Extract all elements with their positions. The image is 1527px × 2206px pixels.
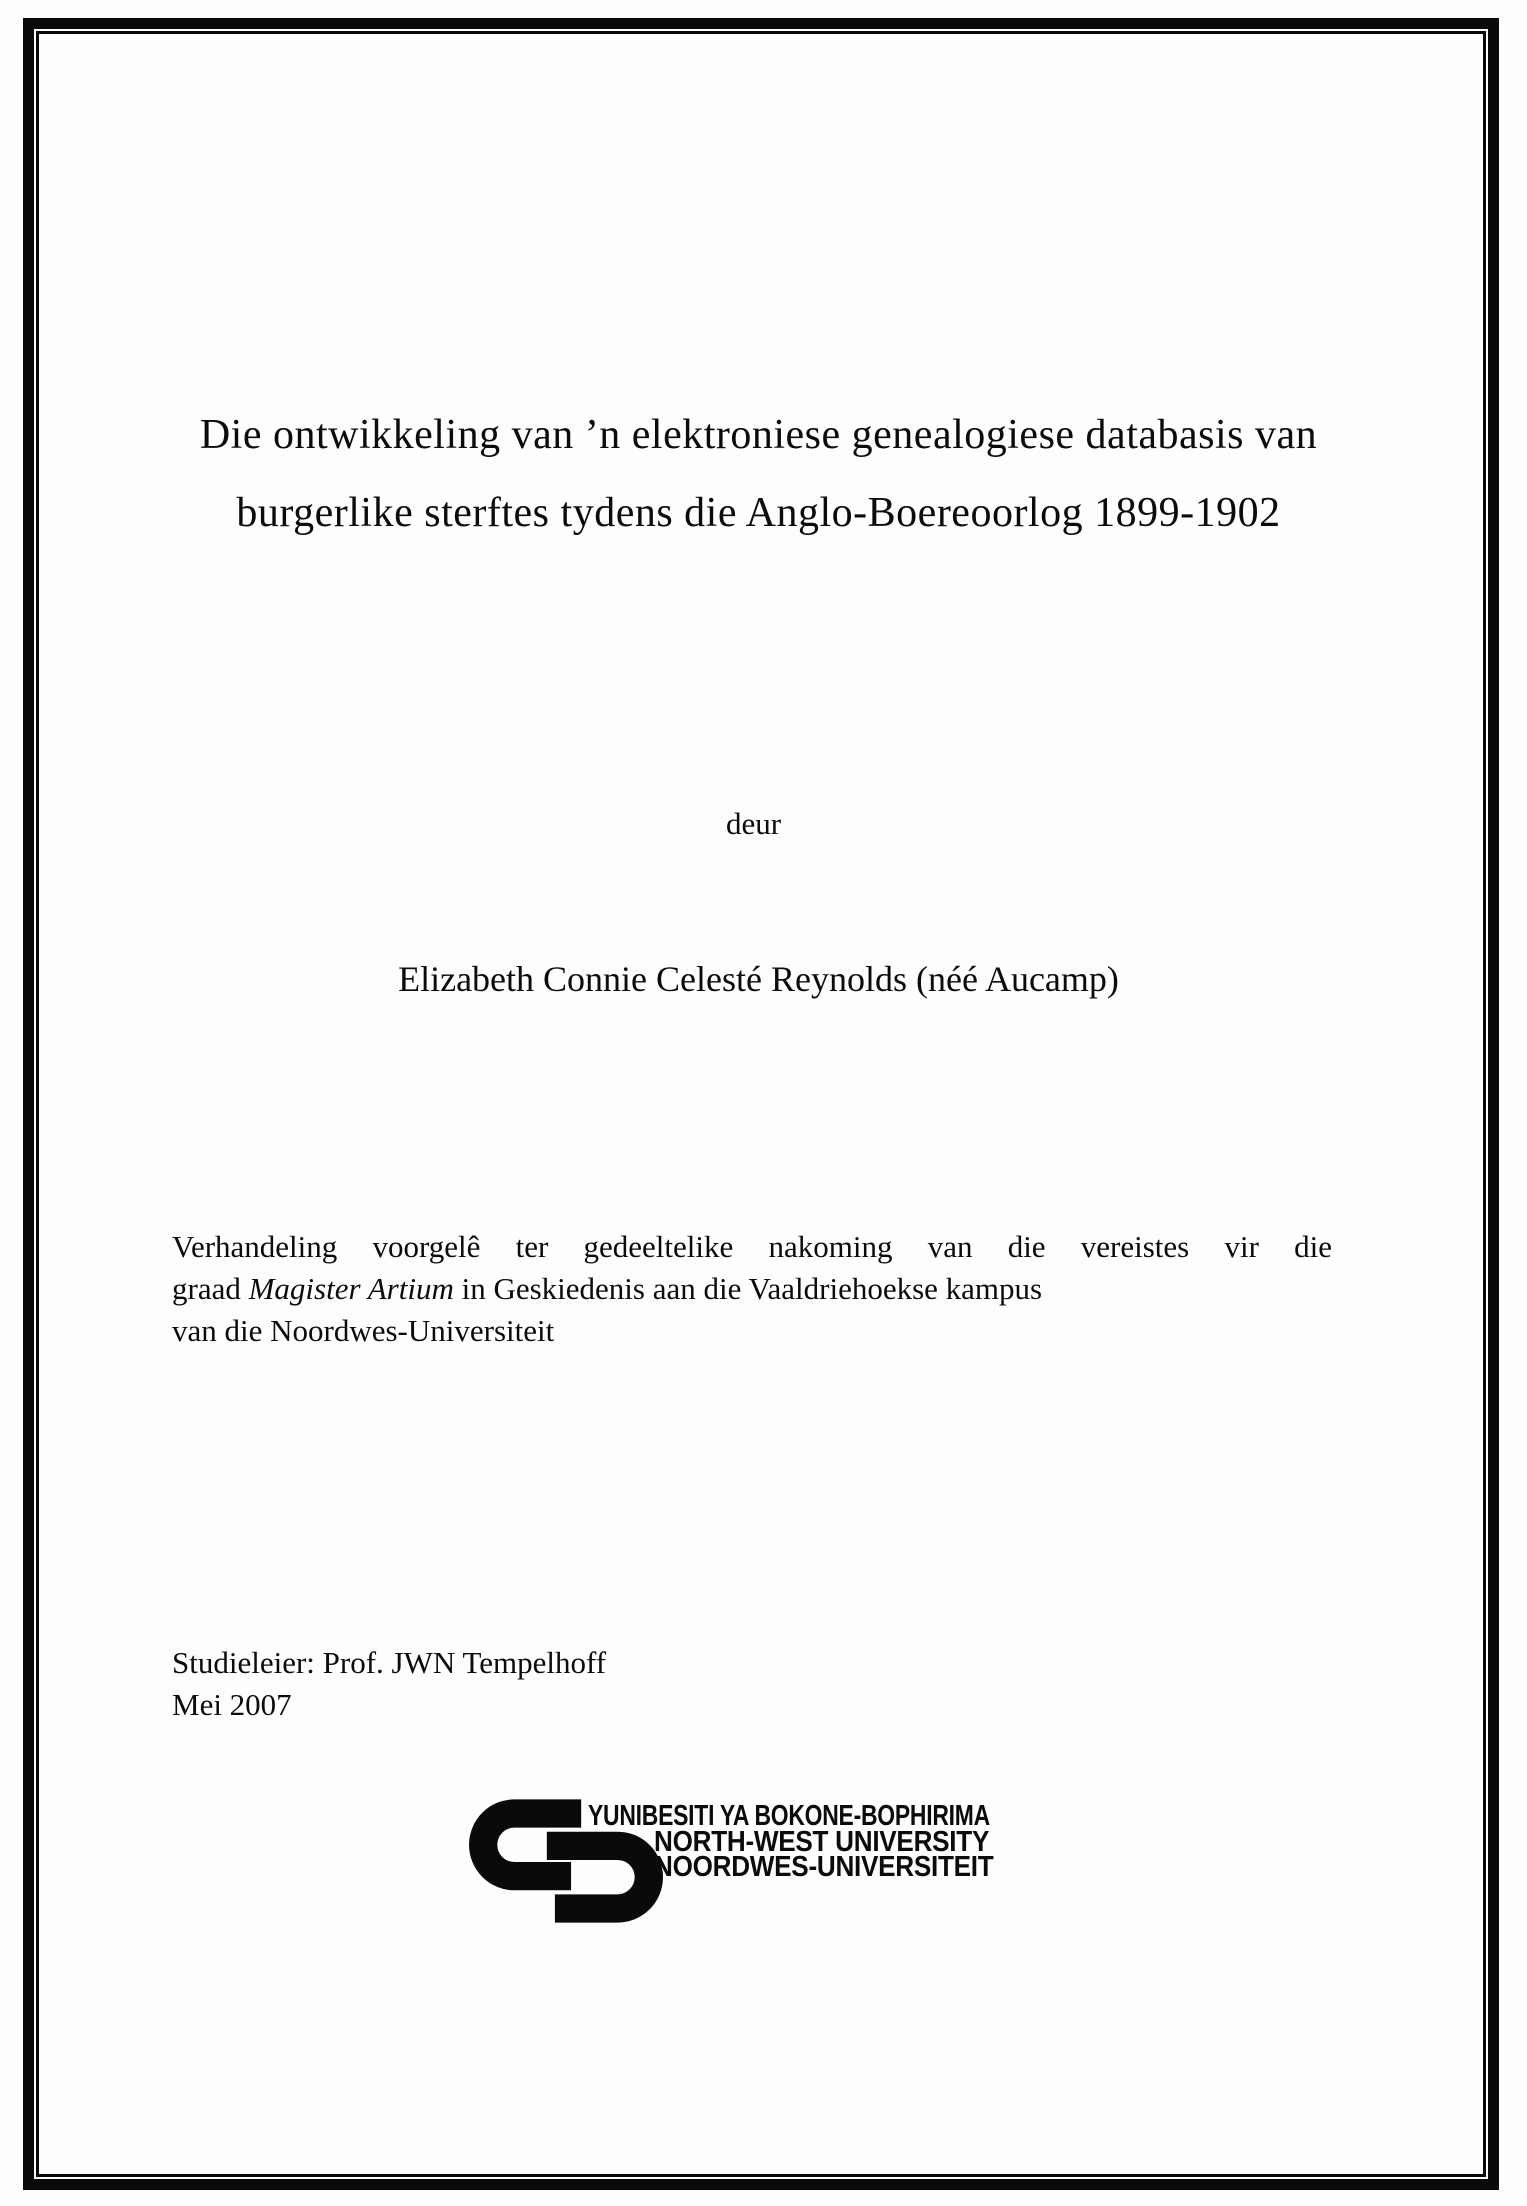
- supervisor-block: [172, 1642, 606, 1726]
- logo-text-setswana: YUNIBESITI YA BOKONE-BOPHIRIMA: [588, 1800, 990, 1832]
- author-name: Elizabeth Connie Celesté Reynolds (néé Aucamp): [398, 959, 1119, 999]
- statement-line2-suffix: in Geskiedenis aan die Vaaldriehoekse kampus: [453, 1271, 1043, 1306]
- thesis-statement-line2: [172, 1268, 1332, 1310]
- thesis-statement: [172, 1226, 1332, 1352]
- supervisor-line: Studieleier: Prof. JWN Tempelhoff: [172, 1645, 607, 1680]
- thesis-statement-line3: van die Noordwes-Universiteit: [172, 1313, 555, 1348]
- byline-label: deur: [725, 806, 782, 841]
- thesis-title: [100, 396, 1417, 552]
- thesis-title-line2: burgerlike sterftes tydens die Anglo-Boereoorlog 1899-1902: [236, 490, 1281, 536]
- date-line: Mei 2007: [172, 1687, 292, 1722]
- thesis-title-line1: Die ontwikkeling van ’n elektroniese genealogiese databasis van: [199, 412, 1318, 458]
- statement-line2-prefix: graad: [172, 1271, 249, 1306]
- logo-text-english: NORTH-WEST UNIVERSITY: [654, 1826, 990, 1858]
- logo-text-afrikaans: NOORDWES-UNIVERSITEIT: [654, 1851, 994, 1883]
- thesis-statement-line1: Verhandeling voorgelê ter gedeeltelike nakoming van die vereistes vir die: [172, 1229, 1332, 1264]
- degree-name: Magister Artium: [248, 1271, 454, 1306]
